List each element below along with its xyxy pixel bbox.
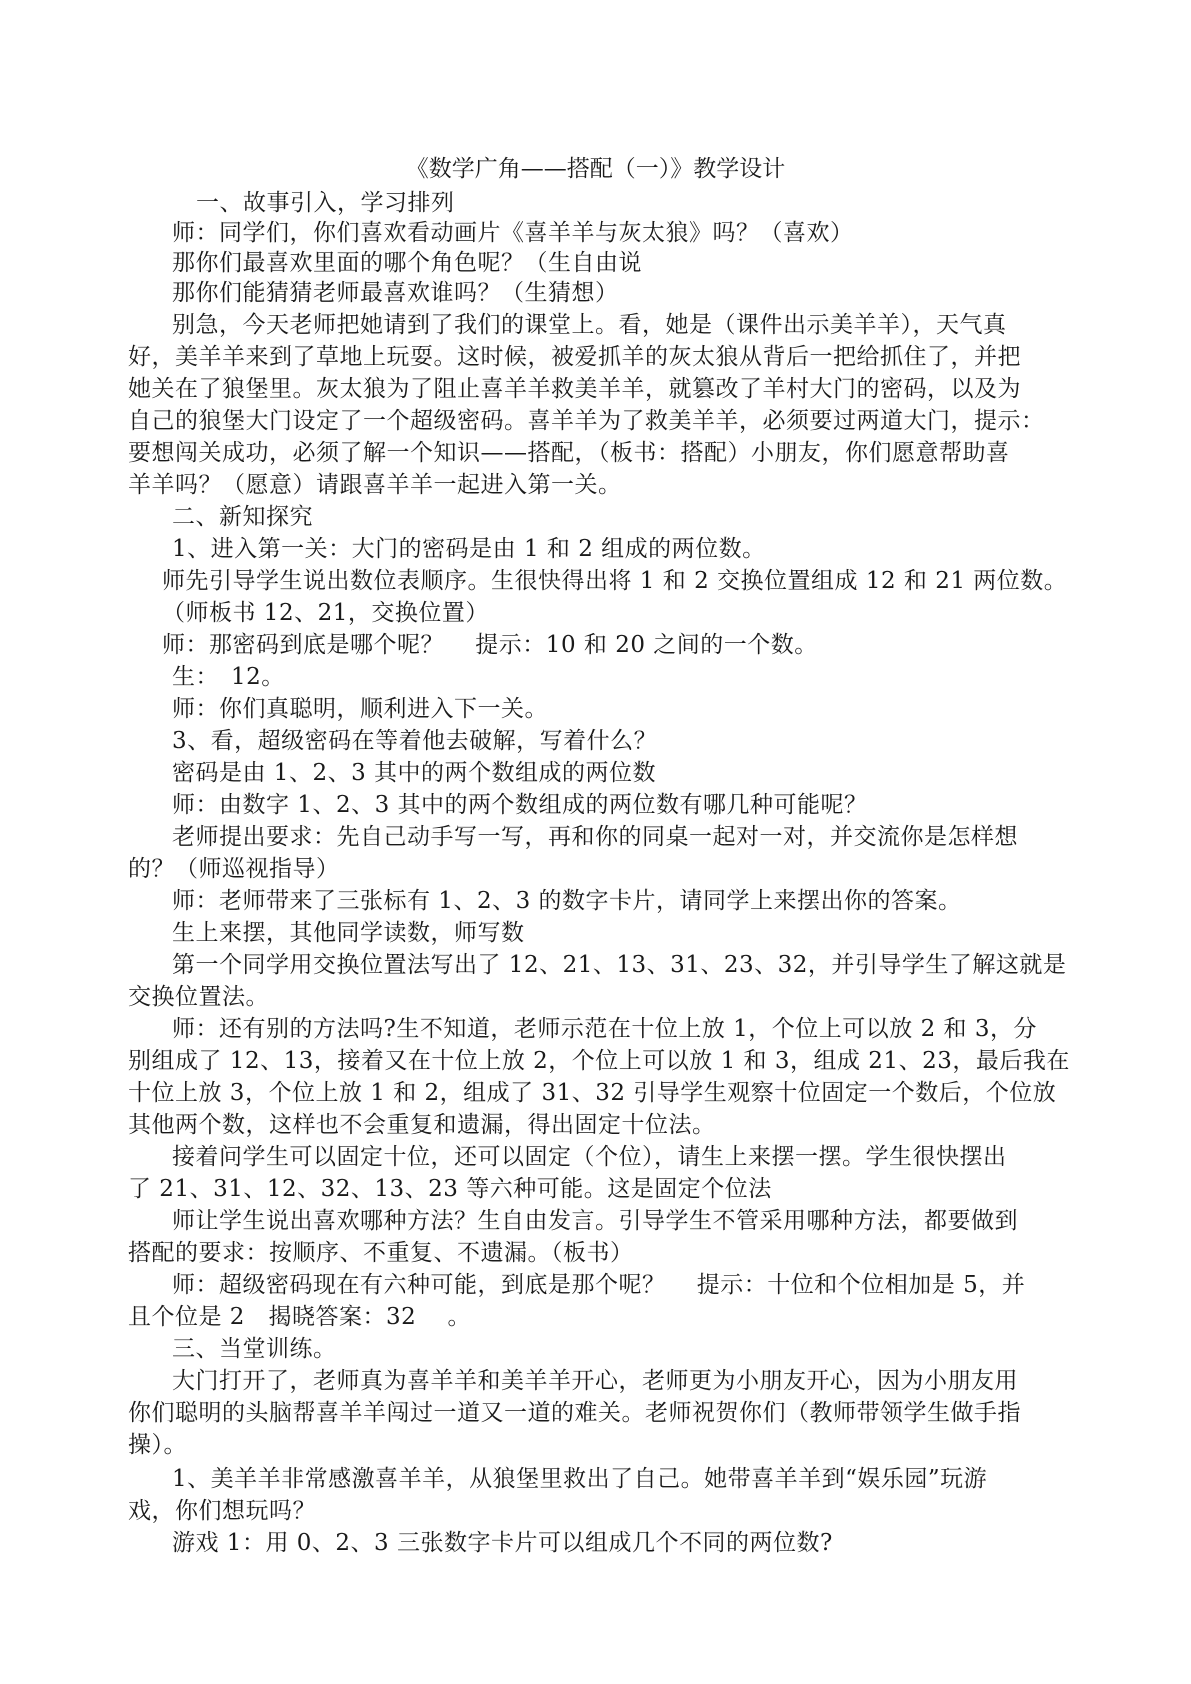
paragraph-line: 羊羊吗？（愿意）请跟喜羊羊一起进入第一关。 xyxy=(128,472,622,498)
paragraph-line: 且个位是 2 揭晓答案：32 。 xyxy=(128,1304,472,1330)
paragraph-line: 接着问学生可以固定十位，还可以固定（个位），请生上来摆一摆。学生很快摆出 xyxy=(172,1144,1007,1170)
paragraph-line: 3、看，超级密码在等着他去破解，写着什么？ xyxy=(172,728,658,754)
paragraph-line: 师：你们真聪明，顺利进入下一关。 xyxy=(172,696,548,722)
section-heading-story: 一、故事引入，学习排列 xyxy=(196,190,455,216)
paragraph-line: 十位上放 3，个位上放 1 和 2，组成了 31、32 引导学生观察十位固定一个数后，个位放 xyxy=(128,1080,1057,1106)
paragraph-line: 密码是由 1、2、3 其中的两个数组成的两位数 xyxy=(172,760,657,786)
paragraph-line: 交换位置法。 xyxy=(128,984,269,1010)
paragraph-line: 要想闯关成功，必须了解一个知识——搭配，（板书：搭配）小朋友，你们愿意帮助喜 xyxy=(128,440,1010,466)
section-heading-explore: 二、新知探究 xyxy=(172,504,313,530)
paragraph-line: 搭配的要求：按顺序、不重复、不遗漏。（板书） xyxy=(128,1240,634,1266)
section-heading-practice: 三、当堂训练。 xyxy=(172,1336,337,1362)
paragraph-line: 别组成了 12、13，接着又在十位上放 2，个位上可以放 1 和 3，组成 21、23，最后我在 xyxy=(128,1048,1070,1074)
paragraph-line: 好，美羊羊来到了草地上玩耍。这时候，被爱抓羊的灰太狼从背后一把给抓住了，并把 xyxy=(128,344,1021,370)
paragraph-line: （师板书 12、21，交换位置） xyxy=(162,600,489,626)
paragraph-line: 游戏 1：用 0、2、3 三张数字卡片可以组成几个不同的两位数? xyxy=(172,1530,833,1556)
paragraph-line: 操）。 xyxy=(128,1432,187,1458)
paragraph-line: 戏，你们想玩吗？ xyxy=(128,1498,316,1524)
paragraph-line: 大门打开了，老师真为喜羊羊和美羊羊开心，老师更为小朋友开心，因为小朋友用 xyxy=(172,1368,1018,1394)
paragraph-line: 1、进入第一关：大门的密码是由 1 和 2 组成的两位数。 xyxy=(172,536,766,562)
paragraph-line: 师：老师带来了三张标有 1、2、3 的数字卡片，请同学上来摆出你的答案。 xyxy=(172,888,962,914)
paragraph-line: 生： 12。 xyxy=(172,664,285,690)
paragraph-line: 师：由数字 1、2、3 其中的两个数组成的两位数有哪几种可能呢？ xyxy=(172,792,868,818)
paragraph-line: 自己的狼堡大门设定了一个超级密码。喜羊羊为了救美羊羊，必须要过两道大门，提示： xyxy=(128,408,1045,434)
paragraph-line: 那你们最喜欢里面的哪个角色呢？（生自由说 xyxy=(172,250,642,276)
paragraph-line: 其他两个数，这样也不会重复和遗漏，得出固定十位法。 xyxy=(128,1112,716,1138)
paragraph-line: 1、美羊羊非常感激喜羊羊，从狼堡里救出了自己。她带喜羊羊到“娱乐园”玩游 xyxy=(172,1466,988,1492)
paragraph-line: 了 21、31、12、32、13、23 等六种可能。这是固定个位法 xyxy=(128,1176,772,1202)
paragraph-line: 师：超级密码现在有六种可能，到底是那个呢？ 提示：十位和个位相加是 5，并 xyxy=(172,1272,1026,1298)
paragraph-line: 师先引导学生说出数位表顺序。生很快得出将 1 和 2 交换位置组成 12 和 21 两位数。 xyxy=(162,568,1068,594)
paragraph-line: 那你们能猜猜老师最喜欢谁吗？（生猜想） xyxy=(172,280,619,306)
paragraph-line: 你们聪明的头脑帮喜羊羊闯过一道又一道的难关。老师祝贺你们（教师带领学生做手指 xyxy=(128,1400,1021,1426)
paragraph-line: 第一个同学用交换位置法写出了 12、21、13、31、23、32，并引导学生了解这就是 xyxy=(172,952,1067,978)
paragraph-line: 生上来摆，其他同学读数，师写数 xyxy=(172,920,525,946)
paragraph-line: 师：同学们，你们喜欢看动画片《喜羊羊与灰太狼》吗？（喜欢） xyxy=(172,220,854,246)
paragraph-line: 别急，今天老师把她请到了我们的课堂上。看，她是（课件出示美羊羊），天气真 xyxy=(172,312,1007,338)
paragraph-line: 老师提出要求：先自己动手写一写，再和你的同桌一起对一对，并交流你是怎样想 xyxy=(172,824,1018,850)
paragraph-line: 师让学生说出喜欢哪种方法？生自由发言。引导学生不管采用哪种方法，都要做到 xyxy=(172,1208,1018,1234)
document-title: 《数学广角——搭配（一）》教学设计 xyxy=(405,156,786,182)
paragraph-line: 师：还有别的方法吗?生不知道，老师示范在十位上放 1，个位上可以放 2 和 3，分 xyxy=(172,1016,1037,1042)
paragraph-line: 师：那密码到底是哪个呢？ 提示：10 和 20 之间的一个数。 xyxy=(162,632,818,658)
paragraph-line: 她关在了狼堡里。灰太狼为了阻止喜羊羊救美羊羊，就篡改了羊村大门的密码，以及为 xyxy=(128,376,1021,402)
paragraph-line: 的？（师巡视指导） xyxy=(128,856,340,882)
